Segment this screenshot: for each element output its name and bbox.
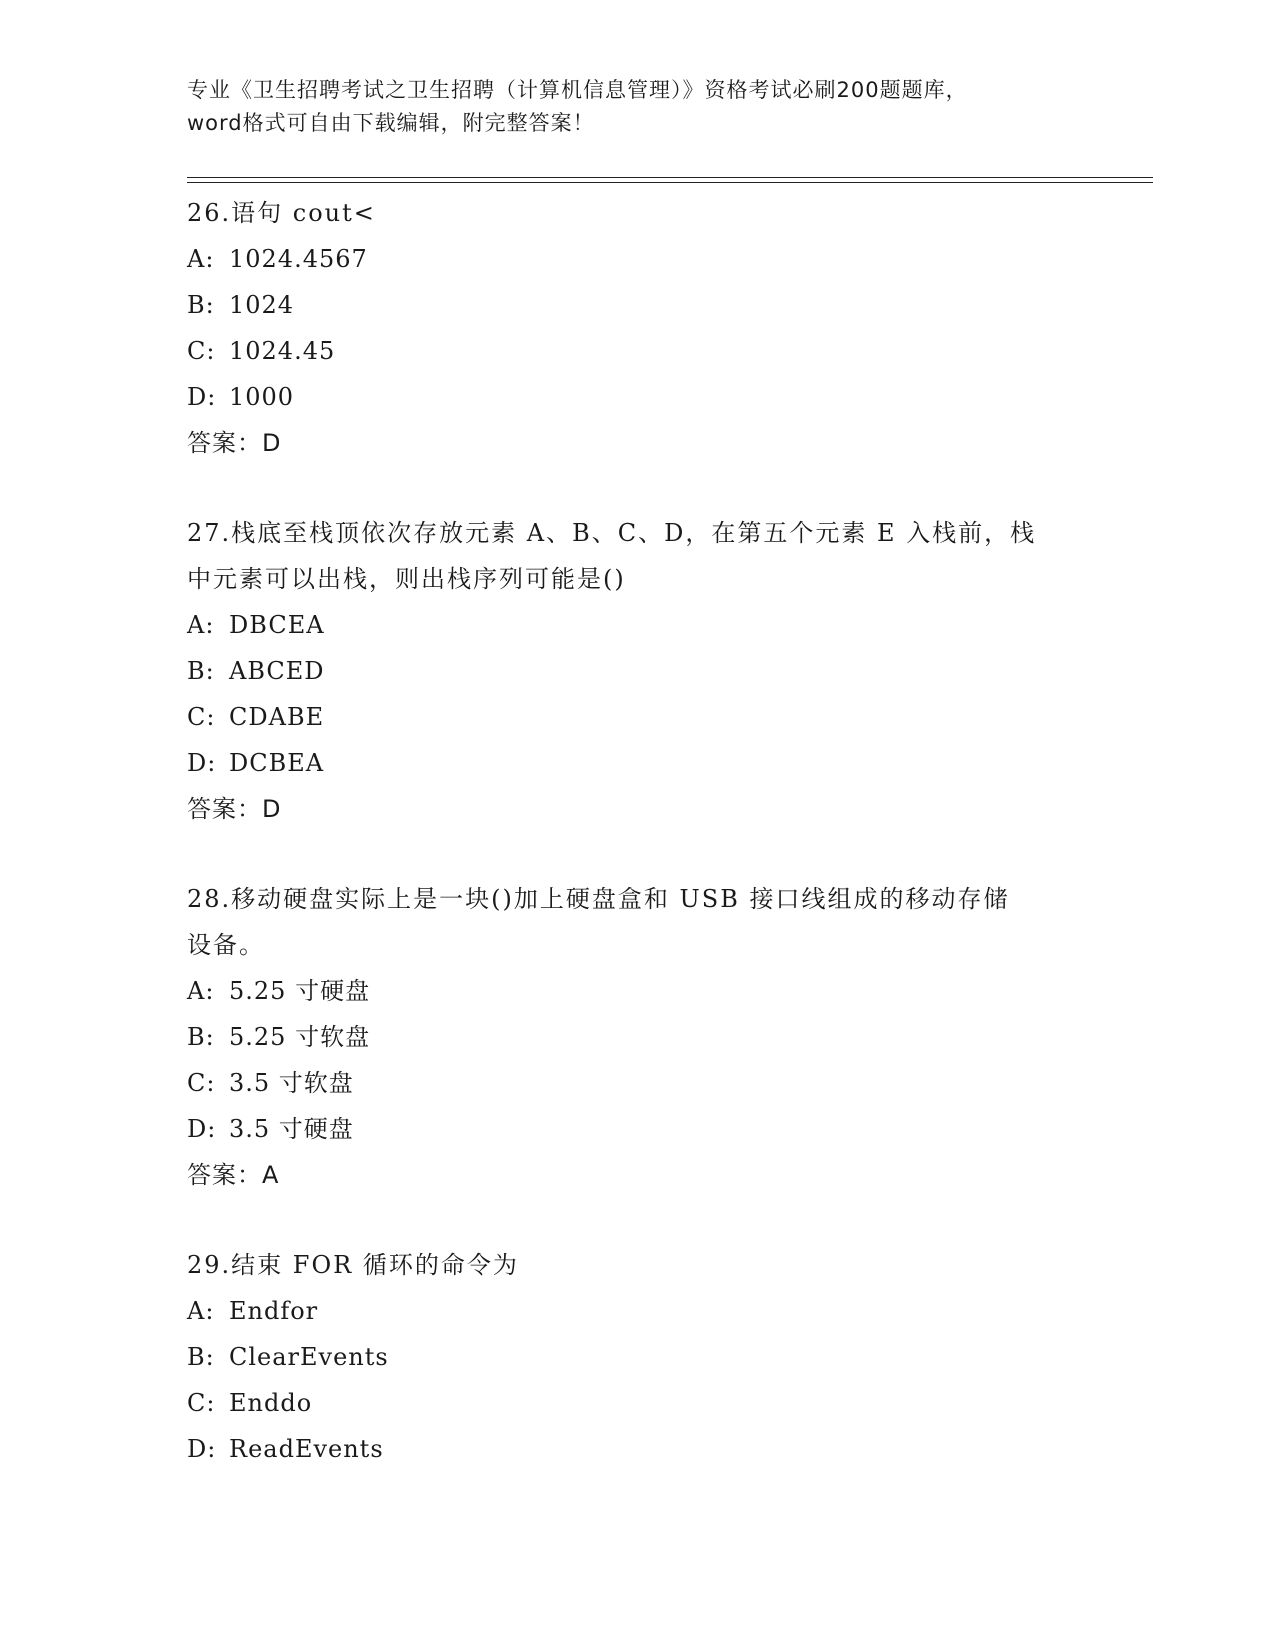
question-26 bbox=[187, 190, 1087, 466]
question-list bbox=[187, 190, 1087, 1516]
option-d bbox=[187, 1426, 1087, 1472]
option-key: A: bbox=[187, 611, 215, 639]
option-b bbox=[187, 282, 1087, 328]
option-text: Enddo bbox=[229, 1389, 313, 1417]
option-text: 5.25 寸软盘 bbox=[229, 1023, 371, 1051]
option-key: C: bbox=[187, 337, 216, 365]
option-text: 1024.45 bbox=[229, 337, 336, 365]
option-key: B: bbox=[187, 291, 215, 319]
option-key: A: bbox=[187, 977, 215, 1005]
option-key: C: bbox=[187, 703, 216, 731]
option-key: C: bbox=[187, 1069, 216, 1097]
question-29 bbox=[187, 1242, 1087, 1472]
option-b bbox=[187, 648, 1087, 694]
option-text: ReadEvents bbox=[229, 1435, 384, 1463]
option-text: CDABE bbox=[229, 703, 325, 731]
option-b bbox=[187, 1334, 1087, 1380]
option-c bbox=[187, 694, 1087, 740]
option-key: B: bbox=[187, 1343, 215, 1371]
option-key: C: bbox=[187, 1389, 216, 1417]
option-a bbox=[187, 602, 1087, 648]
option-text: 3.5 寸软盘 bbox=[229, 1069, 354, 1097]
option-d bbox=[187, 740, 1087, 786]
header-line-2: word格式可自由下载编辑，附完整答案！ bbox=[187, 111, 595, 135]
option-key: A: bbox=[187, 245, 215, 273]
option-key: A: bbox=[187, 1297, 215, 1325]
option-a bbox=[187, 1288, 1087, 1334]
header-line-1: 专业《卫生招聘考试之卫生招聘（计算机信息管理）》资格考试必刷200题题库， bbox=[187, 78, 968, 102]
option-text: 1000 bbox=[229, 383, 295, 411]
question-text-cont: 设备。 bbox=[187, 931, 265, 959]
option-d bbox=[187, 1106, 1087, 1152]
option-text: 1024.4567 bbox=[229, 245, 368, 273]
option-text: DCBEA bbox=[229, 749, 325, 777]
option-text: ABCED bbox=[229, 657, 325, 685]
question-28 bbox=[187, 876, 1087, 1198]
option-key: B: bbox=[187, 657, 215, 685]
option-key: D: bbox=[187, 383, 217, 411]
answer-line: 答案：A bbox=[187, 1161, 280, 1189]
question-text: 26.语句 cout< bbox=[187, 199, 376, 227]
question-27 bbox=[187, 510, 1087, 832]
option-text: 3.5 寸硬盘 bbox=[229, 1115, 354, 1143]
option-text: 1024 bbox=[229, 291, 295, 319]
document-header bbox=[187, 74, 1087, 140]
option-d bbox=[187, 374, 1087, 420]
option-text: 5.25 寸硬盘 bbox=[229, 977, 371, 1005]
question-text: 29.结束 FOR 循环的命令为 bbox=[187, 1251, 519, 1279]
option-key: D: bbox=[187, 749, 217, 777]
option-text: ClearEvents bbox=[229, 1343, 389, 1371]
option-a bbox=[187, 968, 1087, 1014]
option-c bbox=[187, 1060, 1087, 1106]
option-key: D: bbox=[187, 1115, 217, 1143]
question-text-cont: 中元素可以出栈，则出栈序列可能是() bbox=[187, 565, 626, 593]
header-divider-top bbox=[187, 177, 1153, 178]
option-b bbox=[187, 1014, 1087, 1060]
answer-line: 答案：D bbox=[187, 429, 282, 457]
option-c bbox=[187, 1380, 1087, 1426]
option-key: D: bbox=[187, 1435, 217, 1463]
option-key: B: bbox=[187, 1023, 215, 1051]
option-c bbox=[187, 328, 1087, 374]
question-text: 28.移动硬盘实际上是一块()加上硬盘盒和 USB 接口线组成的移动存储 bbox=[187, 885, 1010, 913]
option-text: DBCEA bbox=[229, 611, 325, 639]
option-text: Endfor bbox=[229, 1297, 319, 1325]
option-a bbox=[187, 236, 1087, 282]
answer-line: 答案：D bbox=[187, 795, 282, 823]
header-divider-bottom bbox=[187, 182, 1153, 183]
question-text: 27.栈底至栈顶依次存放元素 A、B、C、D，在第五个元素 E 入栈前，栈 bbox=[187, 519, 1037, 547]
